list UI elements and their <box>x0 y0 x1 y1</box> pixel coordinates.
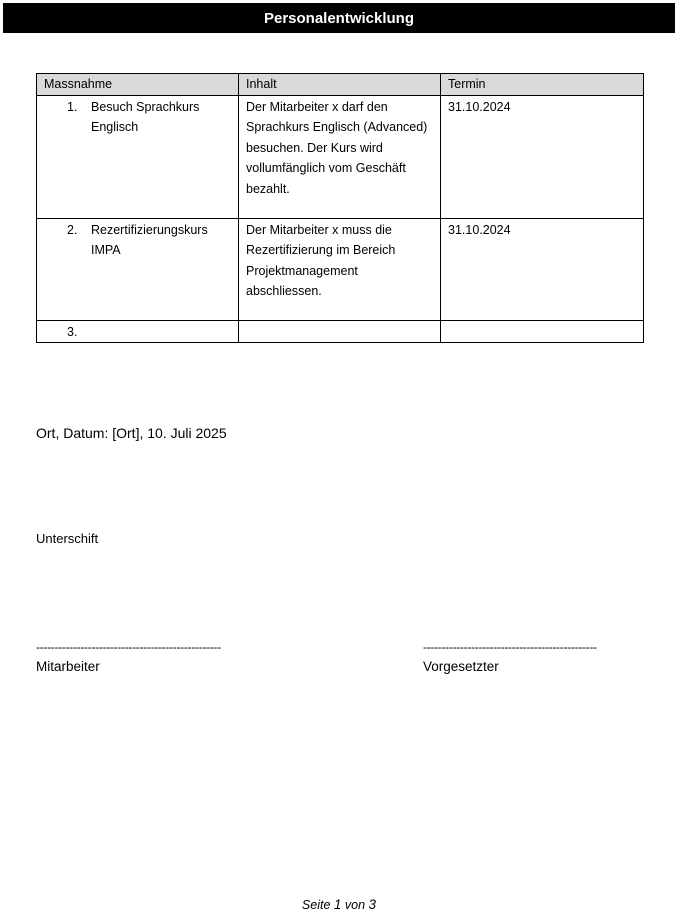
date-cell <box>441 320 644 343</box>
date-cell: 31.10.2024 <box>441 95 644 218</box>
current-page: 1 <box>333 897 342 912</box>
document-title-bar <box>3 3 675 33</box>
signature-label: Unterschift <box>36 531 99 546</box>
measures-table <box>36 73 644 343</box>
table-row <box>37 218 644 320</box>
measure-text: Rezertifizierungskurs IMPA <box>91 222 208 257</box>
employee-signature-line: -------------------------------------------------- <box>36 640 221 654</box>
content-cell: Der Mitarbeiter x darf den Sprachkurs Englisch (Advanced) besuchen. Der Kurs wird vollumfänglich vom Geschäft bezahlt. <box>239 95 441 218</box>
row-number: 1. <box>67 99 78 114</box>
row-number: 2. <box>67 222 78 237</box>
manager-signature-line: ----------------------------------------------- <box>423 640 597 654</box>
table-row <box>37 95 644 218</box>
content-cell <box>239 320 441 343</box>
measure-text: Besuch Sprachkurs Englisch <box>91 99 200 134</box>
measure-text <box>91 322 231 343</box>
header-inhalt: Inhalt <box>239 74 441 96</box>
page-footer <box>0 897 678 912</box>
row-number: 3. <box>67 324 78 339</box>
place-date: Ort, Datum: [Ort], 10. Juli 2025 <box>36 425 227 441</box>
measure-cell <box>37 320 239 343</box>
document-title: Personalentwicklung <box>263 9 415 27</box>
table-row <box>37 320 644 343</box>
page-prefix: Seite <box>301 898 331 912</box>
page-separator: von <box>344 898 366 912</box>
measure-cell <box>37 95 239 218</box>
employee-label: Mitarbeiter <box>36 659 100 674</box>
content-cell: Der Mitarbeiter x muss die Rezertifizierung im Bereich Projektmanagement abschliessen. <box>239 218 441 320</box>
measure-cell <box>37 218 239 320</box>
table-header-row <box>37 74 644 96</box>
total-pages: 3 <box>368 897 377 912</box>
header-massnahme: Massnahme <box>37 74 239 96</box>
manager-label: Vorgesetzter <box>423 659 499 674</box>
date-cell: 31.10.2024 <box>441 218 644 320</box>
header-termin: Termin <box>441 74 644 96</box>
